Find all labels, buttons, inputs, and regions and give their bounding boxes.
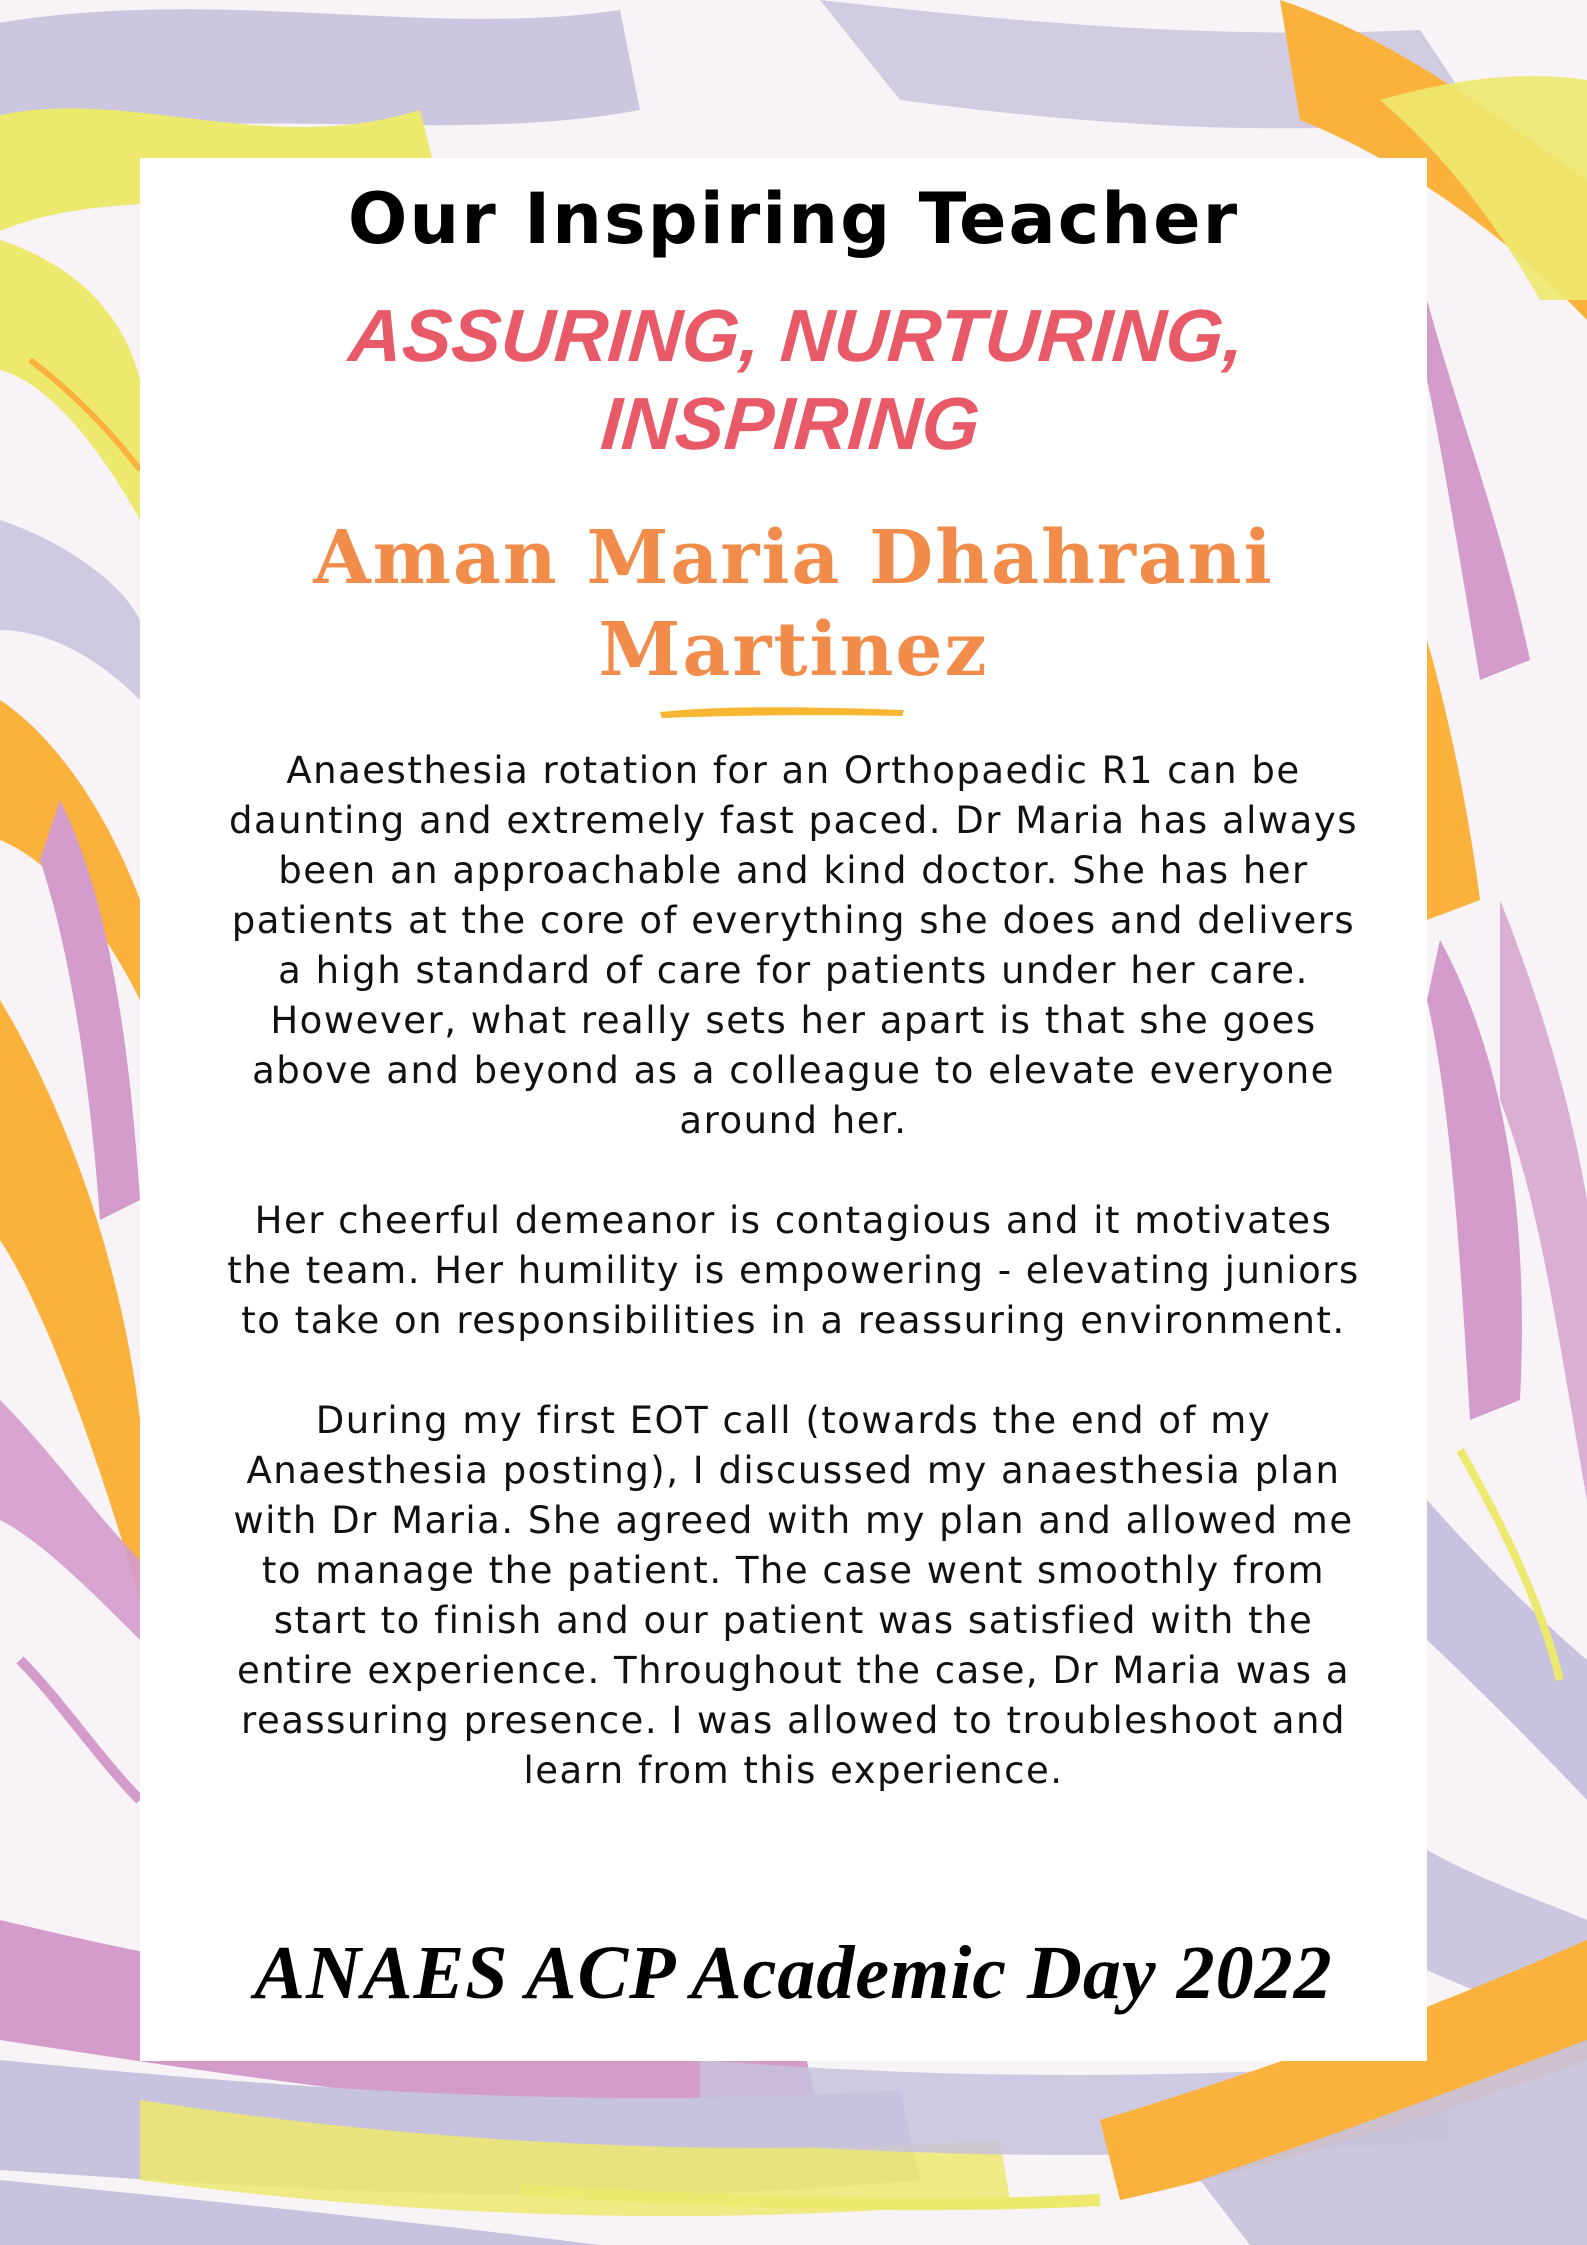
teacher-name: [0, 512, 1587, 696]
tagline: [0, 292, 1587, 468]
footer-event-title: ANAES ACP Academic Day 2022: [254, 1931, 1333, 2015]
testimonial-paragraph-2: Her cheerful demeanor is contagious and it motivates the team. Her humility is empowering - elevating juniors to take on responsibilities in a reassuring environment.: [227, 1199, 1360, 1342]
testimonial-paragraph-3: During my first EOT call (towards the end of my Anaesthesia posting), I discussed my anaesthesia plan with Dr Maria. She agreed with my plan and allowed me to manage the patient. The case went smoothly from start to finish and our patient was satisfied with the entire experience. Throughout the case, Dr Maria was a reassuring presence. I was allowed to troubleshoot and learn from this experience.: [233, 1399, 1354, 1792]
tagline-line-1: ASSURING, NURTURING,: [346, 294, 1247, 377]
testimonial-paragraph-1: Anaesthesia rotation for an Orthopaedic R1 can be daunting and extremely fast paced. Dr Maria has always been an approachable and kind doctor. She has her patients at the core of everything she does and delivers a high standard of care for patients under her care. However, what really sets her apart is that she goes above and beyond as a colleague to elevate everyone around her.: [228, 749, 1359, 1142]
name-underline: [656, 700, 908, 722]
teacher-name-line-1: Aman Maria Dhahrani: [313, 515, 1274, 601]
testimonial-body: [220, 746, 1367, 1796]
poster-title: Our Inspiring Teacher: [347, 178, 1240, 260]
teacher-name-line-2: Martinez: [598, 607, 989, 693]
tagline-line-2: INSPIRING: [598, 382, 983, 465]
